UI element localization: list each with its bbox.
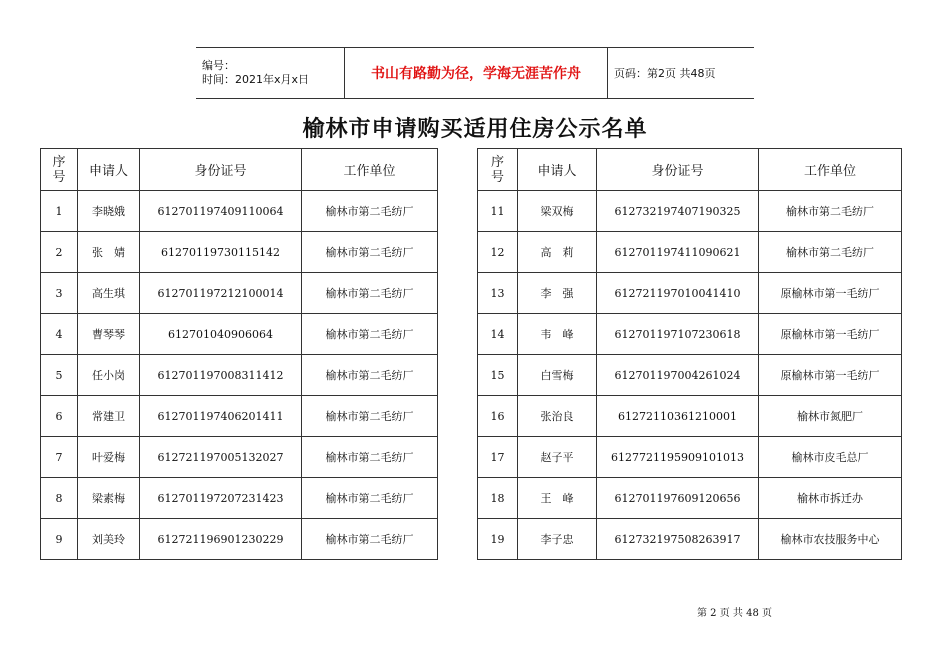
row-name: 李子忠 (518, 519, 597, 560)
row-unit: 榆林市第二毛纺厂 (302, 478, 438, 519)
row-seq: 2 (41, 232, 78, 273)
table-row (41, 355, 438, 396)
row-seq: 12 (478, 232, 518, 273)
page-footer: 第 2 页 共 48 页 (697, 608, 772, 619)
row-name: 曹琴琴 (78, 314, 140, 355)
row-unit: 榆林市第二毛纺厂 (302, 314, 438, 355)
column-header-id: 身份证号 (597, 149, 759, 191)
row-seq: 6 (41, 396, 78, 437)
row-name: 叶爱梅 (78, 437, 140, 478)
column-header-seq: 序号 (478, 149, 518, 191)
column-header-seq: 序号 (41, 149, 78, 191)
table-row (41, 314, 438, 355)
row-name: 高生琪 (78, 273, 140, 314)
row-unit: 榆林市第二毛纺厂 (302, 355, 438, 396)
document-header (196, 47, 754, 99)
column-header-id: 身份证号 (140, 149, 302, 191)
row-seq: 11 (478, 191, 518, 232)
row-id: 61272110361210001 (597, 396, 759, 437)
row-name: 梁双梅 (518, 191, 597, 232)
row-name: 王 峰 (518, 478, 597, 519)
row-id: 612721197005132027 (140, 437, 302, 478)
code-label: 编号： (202, 59, 235, 72)
row-name: 梁素梅 (78, 478, 140, 519)
row-id: 612701197406201411 (140, 396, 302, 437)
row-name: 张治良 (518, 396, 597, 437)
row-seq: 8 (41, 478, 78, 519)
row-seq: 13 (478, 273, 518, 314)
row-id: 612732197508263917 (597, 519, 759, 560)
row-name: 白雪梅 (518, 355, 597, 396)
row-unit: 榆林市第二毛纺厂 (302, 437, 438, 478)
row-id: 612701197008311412 (140, 355, 302, 396)
table-row (41, 519, 438, 560)
table-row (478, 314, 902, 355)
table-row (478, 355, 902, 396)
row-id: 612701040906064 (140, 314, 302, 355)
row-name: 张 婧 (78, 232, 140, 273)
table-row (478, 232, 902, 273)
column-header-name: 申请人 (518, 149, 597, 191)
row-seq: 9 (41, 519, 78, 560)
row-id: 612701197609120656 (597, 478, 759, 519)
table-row (41, 273, 438, 314)
row-seq: 14 (478, 314, 518, 355)
row-seq: 15 (478, 355, 518, 396)
table-row (478, 273, 902, 314)
table-row (41, 191, 438, 232)
table-header-row (41, 149, 438, 191)
table-row (478, 519, 902, 560)
row-unit: 榆林市第二毛纺厂 (302, 232, 438, 273)
row-name: 赵子平 (518, 437, 597, 478)
row-name: 李晓娥 (78, 191, 140, 232)
row-seq: 18 (478, 478, 518, 519)
table-row (478, 191, 902, 232)
row-id: 612721197010041410 (597, 273, 759, 314)
row-unit: 原榆林市第一毛纺厂 (759, 273, 902, 314)
column-header-name: 申请人 (78, 149, 140, 191)
row-unit: 榆林市氮肥厂 (759, 396, 902, 437)
table-row (478, 437, 902, 478)
row-name: 刘美玲 (78, 519, 140, 560)
row-name: 韦 峰 (518, 314, 597, 355)
table-header-row (478, 149, 902, 191)
row-unit: 榆林市第二毛纺厂 (759, 232, 902, 273)
roster-table-left (40, 148, 438, 560)
row-unit: 原榆林市第一毛纺厂 (759, 355, 902, 396)
table-row (478, 396, 902, 437)
row-id: 612701197409110064 (140, 191, 302, 232)
row-id: 6127721195909101013 (597, 437, 759, 478)
time-label: 时间：2021年x月x日 (202, 73, 310, 86)
row-seq: 17 (478, 437, 518, 478)
row-seq: 16 (478, 396, 518, 437)
row-seq: 3 (41, 273, 78, 314)
row-id: 612701197107230618 (597, 314, 759, 355)
row-id: 612701197212100014 (140, 273, 302, 314)
row-name: 高 莉 (518, 232, 597, 273)
column-header-unit: 工作单位 (302, 149, 438, 191)
row-seq: 19 (478, 519, 518, 560)
row-name: 李 强 (518, 273, 597, 314)
table-row (41, 396, 438, 437)
row-unit: 榆林市拆迁办 (759, 478, 902, 519)
column-header-unit: 工作单位 (759, 149, 902, 191)
table-row (41, 232, 438, 273)
row-unit: 原榆林市第一毛纺厂 (759, 314, 902, 355)
row-id: 612701197411090621 (597, 232, 759, 273)
document-title: 榆林市申请购买适用住房公示名单 (302, 116, 648, 142)
row-name: 常建卫 (78, 396, 140, 437)
row-unit: 榆林市第二毛纺厂 (302, 396, 438, 437)
row-id: 612721196901230229 (140, 519, 302, 560)
header-meta (196, 48, 345, 98)
header-motto: 书山有路勤为径，学海无涯苦作舟 (345, 48, 608, 98)
row-seq: 7 (41, 437, 78, 478)
row-unit: 榆林市第二毛纺厂 (302, 273, 438, 314)
row-id: 612701197004261024 (597, 355, 759, 396)
row-unit: 榆林市第二毛纺厂 (759, 191, 902, 232)
row-name: 任小岗 (78, 355, 140, 396)
row-seq: 1 (41, 191, 78, 232)
table-row (41, 437, 438, 478)
table-row (41, 478, 438, 519)
row-seq: 5 (41, 355, 78, 396)
row-unit: 榆林市第二毛纺厂 (302, 519, 438, 560)
roster-table-right (477, 148, 902, 560)
row-unit: 榆林市农技服务中心 (759, 519, 902, 560)
row-unit: 榆林市第二毛纺厂 (302, 191, 438, 232)
row-id: 61270119730115142 (140, 232, 302, 273)
row-id: 612701197207231423 (140, 478, 302, 519)
header-page-code: 页码：第2页 共48页 (614, 67, 716, 80)
row-unit: 榆林市皮毛总厂 (759, 437, 902, 478)
table-row (478, 478, 902, 519)
row-seq: 4 (41, 314, 78, 355)
row-id: 612732197407190325 (597, 191, 759, 232)
